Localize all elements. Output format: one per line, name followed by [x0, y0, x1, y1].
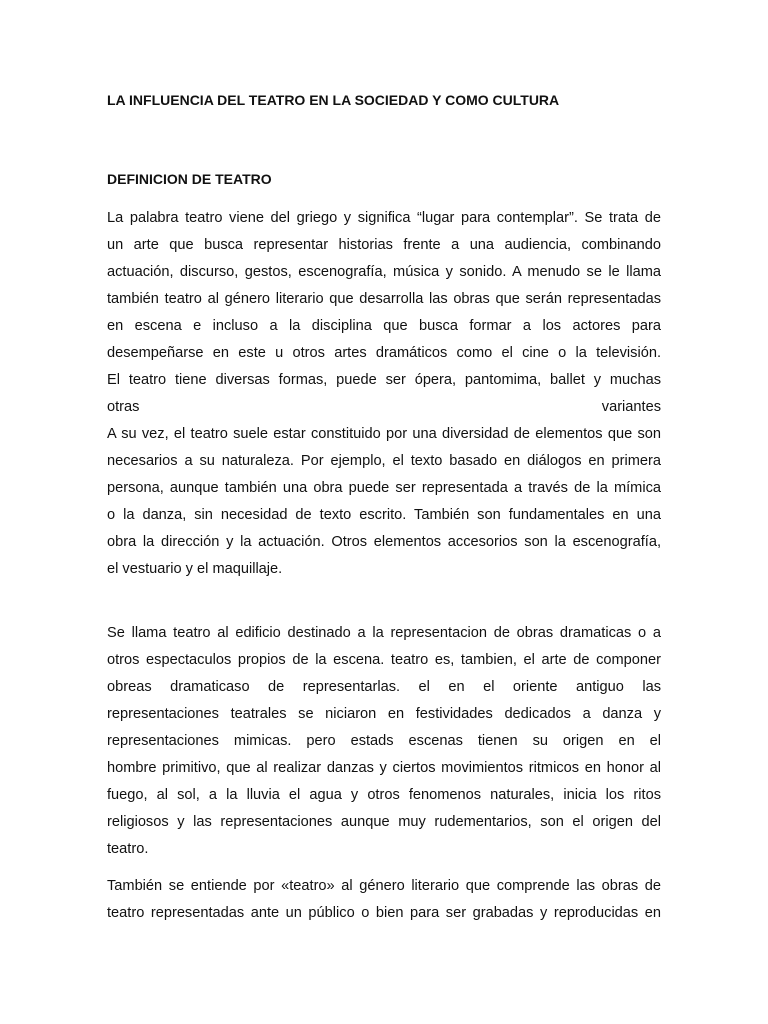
paragraph-line: hombre primitivo, que al realizar danzas y ciertos movimientos ritmicos en honor al [107, 760, 661, 776]
paragraph-line: La palabra teatro viene del griego y significa “lugar para contemplar”. Se trata de [107, 210, 661, 226]
paragraph-line: necesarios a su naturaleza. Por ejemplo, el texto basado en diálogos en primera [107, 453, 661, 469]
paragraph-line: el vestuario y el maquillaje. [107, 561, 283, 577]
paragraph-genre [107, 873, 661, 927]
paragraph-line: en escena e incluso a la disciplina que busca formar a los actores para [107, 318, 661, 334]
paragraph-line: o la danza, sin necesidad de texto escrito. También son fundamentales en una [107, 507, 661, 523]
paragraph-line: teatro representadas ante un público o bien para ser grabadas y reproducidas en [107, 905, 661, 921]
document-page [107, 0, 661, 1024]
paragraph-line: El teatro tiene diversas formas, puede ser ópera, pantomima, ballet y muchas [107, 372, 661, 388]
paragraph-line: representaciones teatrales se niciaron en festividades dedicados a danza y [107, 706, 661, 722]
paragraph-line: actuación, discurso, gestos, escenografía, música y sonido. A menudo se le llama [107, 264, 661, 280]
paragraph-elements [107, 421, 661, 583]
paragraph-definition [107, 205, 661, 421]
paragraph-line: obra la dirección y la actuación. Otros elementos accesorios son la escenografía, [107, 534, 661, 550]
paragraph-line: desempeñarse en este u otros artes dramáticos como el cine o la televisión. [107, 345, 661, 361]
paragraph-line: persona, aunque también una obra puede ser representada a través de la mímica [107, 480, 661, 496]
paragraph-line: A su vez, el teatro suele estar constituido por una diversidad de elementos que son [107, 426, 661, 442]
paragraph-line: Se llama teatro al edificio destinado a la representacion de obras dramaticas o a [107, 625, 661, 641]
paragraph-line: un arte que busca representar historias frente a una audiencia, combinando [107, 237, 661, 253]
paragraph-building [107, 620, 661, 863]
paragraph-line: obreas dramaticaso de representarlas. el en el oriente antiguo las [107, 679, 661, 695]
section-heading: DEFINICION DE TEATRO [107, 171, 272, 187]
paragraph-line: También se entiende por «teatro» al género literario que comprende las obras de [107, 878, 661, 894]
paragraph-line: religiosos y las representaciones aunque muy rudementarios, son el origen del [107, 814, 661, 830]
document-title: LA INFLUENCIA DEL TEATRO EN LA SOCIEDAD Y COMO CULTURA [107, 92, 560, 108]
paragraph-line: representaciones mimicas. pero estads escenas tienen su origen en el [107, 733, 661, 749]
paragraph-line: teatro. [107, 841, 149, 857]
paragraph-line: fuego, al sol, a la lluvia el agua y otros fenomenos naturales, inicia los ritos [107, 787, 661, 803]
paragraph-line: otros espectaculos propios de la escena. teatro es, tambien, el arte de componer [107, 652, 661, 668]
paragraph-line: también teatro al género literario que desarrolla las obras que serán representadas [107, 291, 661, 307]
paragraph-line: otras variantes [107, 399, 661, 415]
